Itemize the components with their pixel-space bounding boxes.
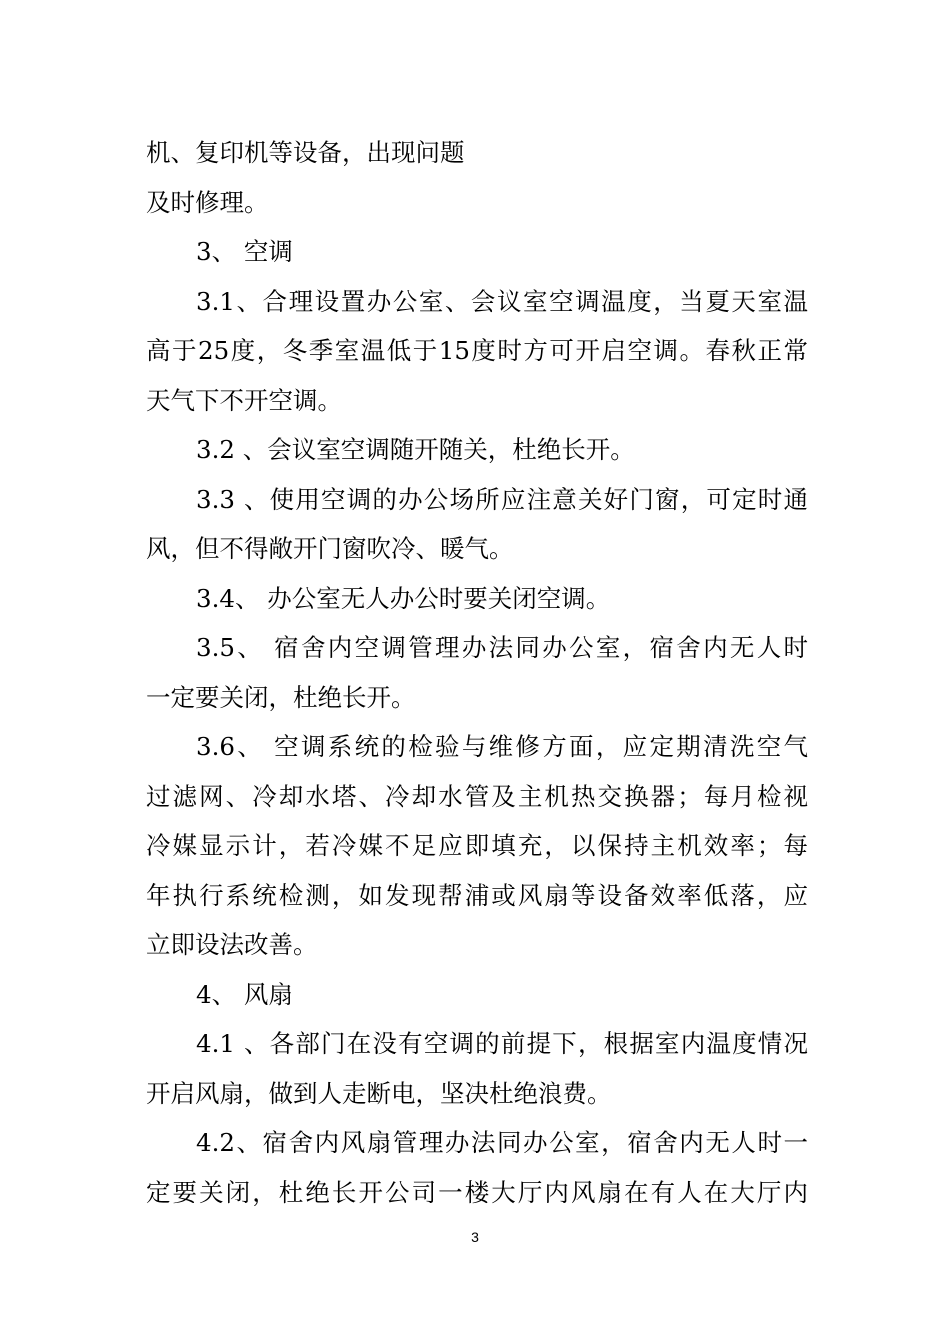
text-line-6: 天气下不开空调。	[146, 385, 342, 415]
text-line-9: 风，但不得敞开门窗吹冷、暖气。	[146, 534, 514, 563]
text-line-12: 一定要关闭，杜绝长开。	[146, 682, 416, 712]
text-line-22: 定要关闭，杜绝长开公司一楼大厅内风扇在有人在大厅内	[146, 1177, 808, 1207]
text-line-4: 3.1、合理设置办公室、会议室空调温度，当夏天室温	[196, 286, 808, 316]
text-line-13: 3.6、 空调系统的检验与维修方面，应定期清洗空气	[196, 732, 808, 761]
text-line-8: 3.3 、使用空调的办公场所应注意关好门窗，可定时通	[196, 484, 808, 514]
text-line-17: 立即设法改善。	[146, 930, 318, 959]
text-line-5: 高于25度，冬季室温低于15度时方可开启空调。春秋正常	[146, 336, 808, 365]
text-line-15: 冷媒显示计，若冷媒不足应即填充，以保持主机效率；每	[146, 831, 808, 860]
text-line-1: 机、复印机等设备，出现问题	[146, 138, 465, 167]
text-line-7: 3.2 、会议室空调随开随关，杜绝长开。	[196, 435, 635, 464]
text-line-20: 开启风扇，做到人走断电，坚决杜绝浪费。	[146, 1078, 612, 1108]
text-line-14: 过滤网、冷却水塔、冷却水管及主机热交换器；每月检视	[146, 781, 808, 811]
section-heading-3: 3、 空调	[196, 237, 293, 266]
body-text	[146, 128, 808, 1217]
text-line-11: 3.5、 宿舍内空调管理办法同办公室，宿舍内无人时	[196, 633, 808, 662]
page-number: 3	[471, 1229, 479, 1245]
text-line-10: 3.4、 办公室无人办公时要关闭空调。	[196, 583, 611, 613]
text-line-19: 4.1 、各部门在没有空调的前提下，根据室内温度情况	[196, 1029, 808, 1058]
text-line-16: 年执行系统检测，如发现帮浦或风扇等设备效率低落，应	[146, 880, 808, 910]
text-line-2: 及时修理。	[146, 187, 269, 217]
section-heading-4: 4、 风扇	[196, 979, 293, 1009]
text-line-21: 4.2、宿舍内风扇管理办法同办公室，宿舍内无人时一	[196, 1128, 808, 1157]
